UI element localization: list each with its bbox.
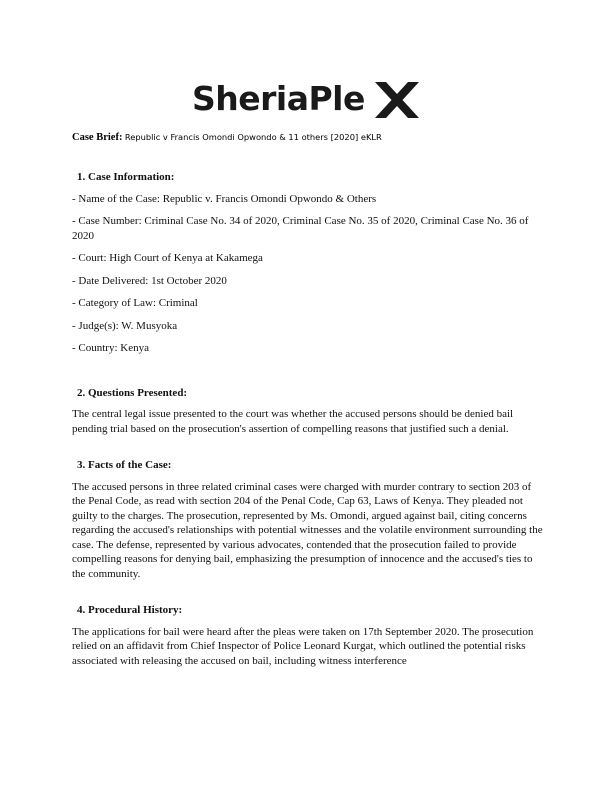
- case-info-country: - Country: Kenya: [72, 342, 149, 354]
- brand-logo-text: SheriaPle: [192, 79, 365, 118]
- procedural-history-body: The applications for bail were heard after the pleas were taken on 17th September 2020. The prosecution relied on an affidavit from Chief Inspector of Police Leonard Kurgat, which outlined the potential risks associated with releasing the accused on bail, including witness interference: [72, 625, 534, 667]
- section-procedural-history: [72, 603, 546, 668]
- section-heading: 4. Procedural History:: [77, 604, 183, 616]
- section-heading: 3. Facts of the Case:: [77, 459, 172, 471]
- document-body: [72, 170, 546, 668]
- case-info-number: - Case Number: Criminal Case No. 34 of 2020, Criminal Case No. 35 of 2020, Criminal Case No. 36 of 2020: [72, 215, 529, 242]
- case-brief-label: Case Brief:: [72, 132, 123, 143]
- section-facts: [72, 458, 546, 581]
- section-case-information: [72, 170, 546, 356]
- case-info-category: - Category of Law: Criminal: [72, 297, 198, 309]
- case-info-judge: - Judge(s): W. Musyoka: [72, 319, 178, 332]
- case-info-name: - Name of the Case: Republic v. Francis Omondi Opwondo & Others: [72, 192, 377, 205]
- case-brief-title: Republic v Francis Omondi Opwondo & 11 others [2020] eKLR: [124, 132, 382, 142]
- brand-x-mark-icon: [375, 82, 419, 118]
- section-heading: 2. Questions Presented:: [77, 386, 188, 399]
- case-brief-line: [72, 132, 552, 143]
- case-info-court: - Court: High Court of Kenya at Kakamega: [72, 252, 263, 264]
- section-heading: 1. Case Information:: [77, 171, 175, 183]
- case-info-date: - Date Delivered: 1st October 2020: [72, 274, 227, 287]
- brand-logo: [192, 74, 422, 124]
- questions-presented-body: The central legal issue presented to the court was whether the accused persons should be denied bail pending trial based on the prosecution's assertion of compelling reasons that justified such a denial.: [72, 408, 514, 435]
- facts-body: The accused persons in three related criminal cases were charged with murder contrary to section 203 of the Penal Code, as read with section 204 of the Penal Code, Cap 63, Laws of Kenya. They pleaded not guilty to the charges. The prosecution, represented by Ms. Omondi, argued against bail, citing concerns regarding the accused's relationships with potential witnesses and the volatile environment surrounding the case. The defense, represented by various advocates, contended that the prosecution failed to provide compelling reasons for denying bail, emphasizing the presumption of innocence and the accused's ties to the community.: [72, 480, 543, 580]
- section-questions-presented: [72, 386, 546, 437]
